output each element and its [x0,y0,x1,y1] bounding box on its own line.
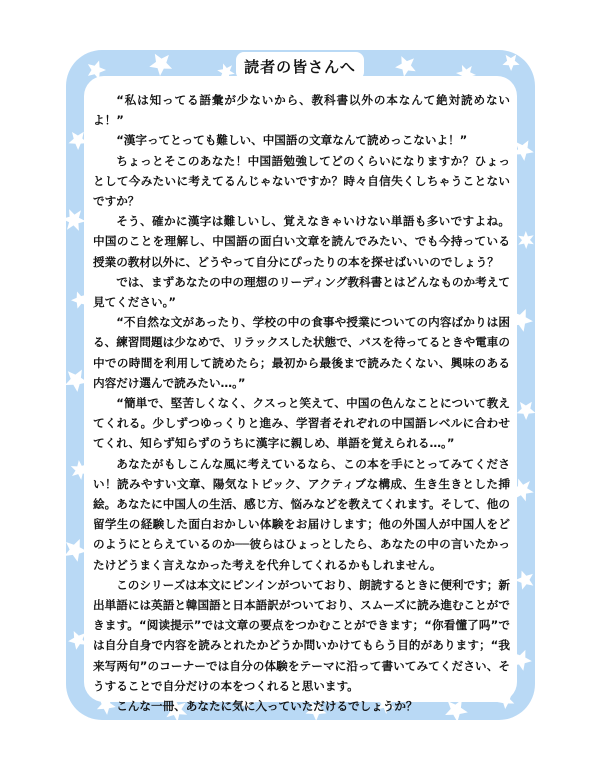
paragraph-6: “不自然な文があったり、学校の中の食事や授業についての内容ばかりは困る、練習問題は少なめで、リラックスした状態で、バスを待ってるときや電車の中での時間を利用して読めたら；最初から最後まで読みたくない、興味のある内容だけ選んで読みたい…。” [93,315,510,390]
title-tab [236,52,364,80]
paragraph-8: あなたがもしこんな風に考えているなら、この本を手にとってみてください！読みやすい文章、陽気なトピック、アクティブな構成、生き生きとした挿絵。あなたに中国人の生活、感じ方、悩みなどを教えてくれます。そして、他の留学生の経験した面白おかしい体験をお届けします；他の外国人が中国人をどのようにとらえているのか──彼らはひょっとしたら、あなたの中の言いたかったけどうまく言えなかった考えを代弁してくれるかもしれません。 [93,456,510,572]
star-icon [515,571,533,590]
star-icon [149,54,172,76]
star-icon [518,231,534,249]
paragraph-1: “私は知ってる語彙が少ないから、教科書以外の本なんて絶対読めないよ！” [93,93,510,128]
paragraph-10: こんな一冊、あなたに気に入っていただけるでしょうか？ [116,699,418,714]
paragraph-2: “漢字ってとっても難しい、中国語の文章なんて読めっこないよ！” [116,133,468,148]
star-icon [503,55,520,71]
page-title: 読者の皆さんへ [244,57,356,76]
paragraph-7: “簡単で、堅苦しくなく、クスっと笑えて、中国の色んなことについて教えてくれる。少しずつゆっくりと進み、学習者それぞれの中国語レベルに合わせてくれ、知らず知らずのうちに漢字に親しめ、単語を覚えられる…。” [93,396,510,451]
paragraph-5: では、まずあなたの中の理想のリーディング教科書とはどんなものか考えて見てください。” [93,274,510,310]
paragraph-9: このシリーズは本文にピンインがついており、朗読するときに便利です；新出単語には英語と韓国語と日本語訳がついており、スムーズに読み進むことができます。“阅读提示”では文章の要点をつかむことができます；“你看懂了吗”では自分自身で内容を読みとれたかどうか問いかけてもらう目的があります；“我来写两句”のコーナーでは自分の体験をテーマに沿って書いてみてください、そうすることで自分だけの本をつくれると思います。 [93,577,510,693]
star-icon [517,402,536,420]
body-text [93,90,510,716]
paragraph-4: そう、確かに漢字は難しいし、覚えなきゃいけない単語も多いですよね。中国のことを理解し、中国語の面白い文章を読んでみたい、でも今持っている授業の教材以外に、どうやって自分にぴったりの本を探せばいいのでしょう？ [93,214,510,269]
star-icon [66,209,86,231]
paragraph-3: ちょっとそこのあなた！中国語勉強してどのくらいになりますか？ひょっとして今みたいに考えてるんじゃないですか？時々自信失くしちゃうことないですか？ [93,153,510,209]
star-icon [395,56,416,77]
